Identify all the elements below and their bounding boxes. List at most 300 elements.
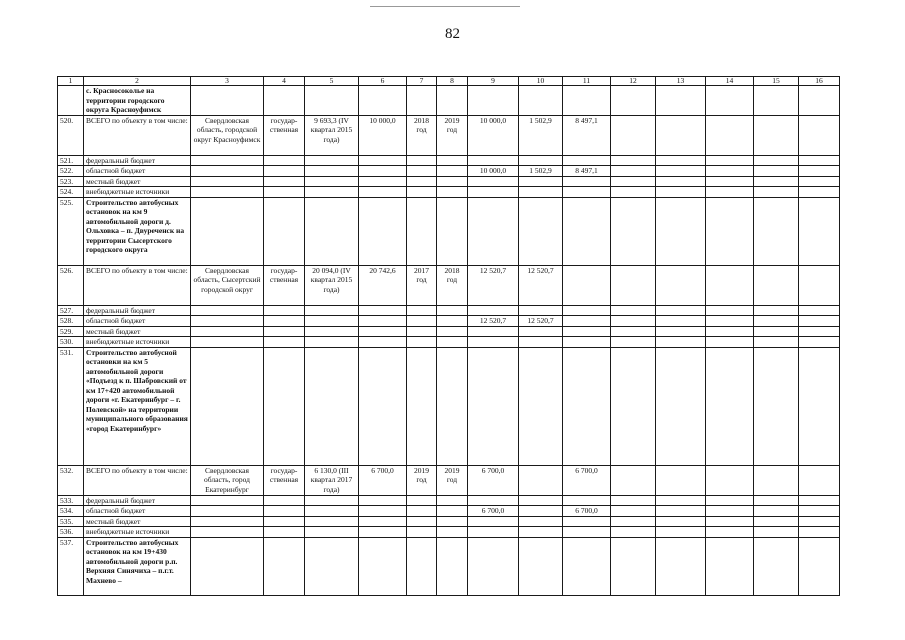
table-cell — [754, 265, 799, 305]
table-cell — [563, 197, 611, 265]
header-cell-10: 10 — [519, 77, 563, 86]
row-number-cell: 528. — [58, 316, 84, 327]
table-cell: 8 497,1 — [563, 115, 611, 155]
row-number-cell: 527. — [58, 305, 84, 316]
table-cell — [799, 305, 840, 316]
table-cell — [407, 337, 437, 348]
table-row — [58, 155, 840, 166]
table-cell — [563, 86, 611, 116]
table-cell — [191, 347, 264, 465]
table-cell: 6 700,0 — [359, 465, 407, 495]
table-cell — [754, 516, 799, 527]
table-cell — [519, 516, 563, 527]
item-name-cell: федеральный бюджет — [84, 305, 191, 316]
table-cell: 6 700,0 — [468, 506, 519, 517]
row-number-cell: 536. — [58, 527, 84, 538]
table-cell — [563, 527, 611, 538]
table-cell — [754, 86, 799, 116]
table-cell — [563, 347, 611, 465]
table-cell — [468, 305, 519, 316]
table-cell — [468, 537, 519, 595]
header-cell-4: 4 — [264, 77, 305, 86]
header-cell-8: 8 — [437, 77, 468, 86]
table-cell — [706, 465, 754, 495]
table-cell — [305, 305, 359, 316]
item-name-cell: федеральный бюджет — [84, 155, 191, 166]
table-cell — [191, 326, 264, 337]
table-cell — [799, 506, 840, 517]
table-cell — [656, 516, 706, 527]
table-cell — [519, 326, 563, 337]
table-cell — [754, 506, 799, 517]
table-cell — [799, 176, 840, 187]
table-row — [58, 527, 840, 538]
item-name-cell: местный бюджет — [84, 176, 191, 187]
table-cell: 1 502,9 — [519, 115, 563, 155]
table-cell — [611, 516, 656, 527]
table-cell — [519, 465, 563, 495]
table-cell — [468, 155, 519, 166]
table-cell — [437, 86, 468, 116]
table-cell — [611, 537, 656, 595]
table-cell — [754, 176, 799, 187]
table-cell — [359, 305, 407, 316]
table-cell: 10 000,0 — [468, 166, 519, 177]
table-cell — [706, 265, 754, 305]
table-cell: государ-ственная — [264, 465, 305, 495]
table-cell — [519, 155, 563, 166]
table-cell — [754, 337, 799, 348]
table-cell — [359, 347, 407, 465]
table-cell — [656, 187, 706, 198]
row-number-cell: 534. — [58, 506, 84, 517]
table-cell — [437, 347, 468, 465]
table-cell — [656, 527, 706, 538]
header-cell-3: 3 — [191, 77, 264, 86]
table-cell — [611, 115, 656, 155]
row-number-cell: 537. — [58, 537, 84, 595]
row-number-cell: 532. — [58, 465, 84, 495]
table-cell — [191, 166, 264, 177]
table-cell — [468, 347, 519, 465]
table-cell — [407, 495, 437, 506]
table-cell: 1 502,9 — [519, 166, 563, 177]
table-cell — [754, 537, 799, 595]
item-name-cell: Строительство автобусных остановок на км 9 автомобильной дороги д. Ольховка – п. Двуреченск на территории Сысертского городского округа — [84, 197, 191, 265]
table-cell — [656, 176, 706, 187]
table-cell — [305, 155, 359, 166]
table-row — [58, 537, 840, 595]
table-cell — [611, 316, 656, 327]
table-cell — [656, 347, 706, 465]
table-cell — [264, 155, 305, 166]
table-cell — [407, 176, 437, 187]
table-cell — [754, 347, 799, 465]
table-cell — [611, 527, 656, 538]
table-cell — [407, 516, 437, 527]
table-cell — [611, 326, 656, 337]
table-cell — [264, 197, 305, 265]
table-cell — [191, 516, 264, 527]
row-number-cell: 529. — [58, 326, 84, 337]
table-row — [58, 347, 840, 465]
table-cell — [799, 537, 840, 595]
table-cell — [563, 155, 611, 166]
table-cell — [191, 86, 264, 116]
table-cell — [706, 197, 754, 265]
table-cell — [563, 495, 611, 506]
item-name-cell: Строительство автобусных остановок на км 19+430 автомобильной дороги р.п. Верхняя Синячиха – п.г.т. Махнево – — [84, 537, 191, 595]
table-row — [58, 516, 840, 527]
table-cell — [437, 155, 468, 166]
row-number-cell: 531. — [58, 347, 84, 465]
table-cell — [264, 506, 305, 517]
table-cell — [754, 316, 799, 327]
table-cell — [754, 197, 799, 265]
table-cell — [437, 316, 468, 327]
table-cell — [706, 176, 754, 187]
table-cell — [656, 537, 706, 595]
table-cell — [468, 337, 519, 348]
table-row — [58, 115, 840, 155]
table-row — [58, 495, 840, 506]
table-cell — [563, 305, 611, 316]
table-cell — [519, 187, 563, 198]
table-cell — [305, 187, 359, 198]
table-cell: Свердловская область, городской округ Красноуфимск — [191, 115, 264, 155]
table-cell — [754, 166, 799, 177]
table-cell — [264, 86, 305, 116]
row-number-cell: 524. — [58, 187, 84, 198]
table-cell — [191, 197, 264, 265]
table-cell — [359, 166, 407, 177]
scan-edge-line — [370, 6, 520, 7]
table-cell — [407, 155, 437, 166]
table-cell — [407, 305, 437, 316]
table-cell — [437, 305, 468, 316]
table-cell — [611, 506, 656, 517]
row-number-cell — [58, 86, 84, 116]
table-cell — [407, 537, 437, 595]
table-cell — [359, 537, 407, 595]
header-cell-11: 11 — [563, 77, 611, 86]
table-cell — [563, 176, 611, 187]
table-cell — [407, 326, 437, 337]
item-name-cell: с. Красносокольe на территории городского округа Красноуфимск — [84, 86, 191, 116]
table-cell — [359, 176, 407, 187]
table-cell — [706, 527, 754, 538]
table-row — [58, 326, 840, 337]
table-cell — [563, 265, 611, 305]
table-cell — [754, 527, 799, 538]
table-cell — [656, 86, 706, 116]
row-number-cell: 533. — [58, 495, 84, 506]
table-cell — [305, 176, 359, 187]
table-cell — [468, 197, 519, 265]
table-cell — [611, 337, 656, 348]
table-cell — [437, 326, 468, 337]
table-cell — [359, 155, 407, 166]
table-cell — [437, 187, 468, 198]
row-number-cell: 522. — [58, 166, 84, 177]
item-name-cell: ВСЕГО по объекту в том числе: — [84, 115, 191, 155]
header-cell-16: 16 — [799, 77, 840, 86]
table-cell — [191, 155, 264, 166]
table-cell — [799, 86, 840, 116]
table-cell — [437, 197, 468, 265]
table-cell — [437, 495, 468, 506]
table-cell: государ-ственная — [264, 115, 305, 155]
table-cell — [407, 166, 437, 177]
row-number-cell: 530. — [58, 337, 84, 348]
table-cell — [359, 506, 407, 517]
table-cell — [305, 516, 359, 527]
page-number: 82 — [445, 26, 460, 42]
table-cell — [563, 537, 611, 595]
table-cell — [407, 506, 437, 517]
table-cell — [706, 347, 754, 465]
table-cell — [799, 337, 840, 348]
table-cell: 6 130,0 (III квартал 2017 года) — [305, 465, 359, 495]
table-cell — [305, 347, 359, 465]
table-cell — [611, 197, 656, 265]
table-cell — [706, 506, 754, 517]
table-cell — [264, 337, 305, 348]
row-number-cell: 535. — [58, 516, 84, 527]
table-cell — [407, 316, 437, 327]
table-cell — [799, 155, 840, 166]
table-cell — [305, 316, 359, 327]
table-cell — [437, 176, 468, 187]
table-cell — [264, 187, 305, 198]
table-cell: 2017 год — [407, 265, 437, 305]
table-cell — [656, 316, 706, 327]
table-row — [58, 187, 840, 198]
table-cell — [656, 155, 706, 166]
table-cell: 2018 год — [407, 115, 437, 155]
table-cell — [519, 347, 563, 465]
table-cell — [191, 527, 264, 538]
table-cell — [799, 197, 840, 265]
table-cell — [305, 506, 359, 517]
table-cell — [468, 495, 519, 506]
table-cell — [611, 265, 656, 305]
table-cell — [191, 506, 264, 517]
table-cell — [799, 326, 840, 337]
table-cell — [468, 187, 519, 198]
table-cell — [656, 166, 706, 177]
item-name-cell: Строительство автобусной остановки на км 5 автомобильной дороги «Подъезд к п. Шабровский от км 17+420 автомобильной дороги «г. Екатеринбург – г. Полевской» на территории муниципального образования «город Екатеринбург» — [84, 347, 191, 465]
table-cell — [611, 166, 656, 177]
table-cell — [191, 187, 264, 198]
table-cell — [799, 166, 840, 177]
item-name-cell: ВСЕГО по объекту в том числе: — [84, 465, 191, 495]
table-cell — [359, 316, 407, 327]
table-cell: 6 700,0 — [563, 465, 611, 495]
table-cell — [563, 187, 611, 198]
table-cell: 10 000,0 — [359, 115, 407, 155]
table-cell — [656, 495, 706, 506]
table-cell — [468, 516, 519, 527]
table-cell — [407, 187, 437, 198]
table-cell — [799, 516, 840, 527]
table-cell — [264, 326, 305, 337]
table-cell — [706, 316, 754, 327]
table-cell — [799, 465, 840, 495]
table-cell: 9 693,3 (IV квартал 2015 года) — [305, 115, 359, 155]
table-row — [58, 506, 840, 517]
table-row — [58, 197, 840, 265]
table-cell — [437, 527, 468, 538]
table-cell — [264, 347, 305, 465]
table-cell — [706, 516, 754, 527]
table-cell — [264, 305, 305, 316]
header-cell-14: 14 — [706, 77, 754, 86]
table-cell — [656, 197, 706, 265]
table-cell — [407, 347, 437, 465]
table-cell — [706, 86, 754, 116]
table-row — [58, 337, 840, 348]
header-cell-5: 5 — [305, 77, 359, 86]
table-cell — [359, 516, 407, 527]
table-cell — [563, 337, 611, 348]
table-cell — [359, 197, 407, 265]
table-cell — [611, 187, 656, 198]
table-cell — [706, 495, 754, 506]
table-cell — [359, 337, 407, 348]
table-cell — [519, 337, 563, 348]
table-cell — [799, 316, 840, 327]
item-name-cell: местный бюджет — [84, 516, 191, 527]
table-cell — [754, 305, 799, 316]
table-cell: 8 497,1 — [563, 166, 611, 177]
row-number-cell: 521. — [58, 155, 84, 166]
table-cell: Свердловская область, город Екатеринбург — [191, 465, 264, 495]
table-cell — [191, 316, 264, 327]
table-cell — [305, 197, 359, 265]
table-cell — [305, 166, 359, 177]
table-cell — [519, 305, 563, 316]
item-name-cell: областной бюджет — [84, 316, 191, 327]
table-cell — [191, 337, 264, 348]
table-cell — [563, 326, 611, 337]
table-cell: 12 520,7 — [468, 265, 519, 305]
table-cell: 2019 год — [407, 465, 437, 495]
table-cell — [264, 495, 305, 506]
item-name-cell: внебюджетные источники — [84, 527, 191, 538]
table-cell — [611, 305, 656, 316]
table-cell — [611, 495, 656, 506]
table-cell — [519, 86, 563, 116]
table-cell: 20 742,6 — [359, 265, 407, 305]
table-cell — [359, 326, 407, 337]
table-cell — [468, 176, 519, 187]
table-cell — [437, 506, 468, 517]
item-name-cell: ВСЕГО по объекту в том числе: — [84, 265, 191, 305]
table-cell: 6 700,0 — [563, 506, 611, 517]
table-cell — [359, 86, 407, 116]
table-cell — [359, 495, 407, 506]
table-cell — [799, 495, 840, 506]
table-cell — [407, 527, 437, 538]
table-cell: государ-ственная — [264, 265, 305, 305]
header-cell-2: 2 — [84, 77, 191, 86]
header-cell-12: 12 — [611, 77, 656, 86]
table-row — [58, 176, 840, 187]
table-cell — [706, 305, 754, 316]
table-cell — [754, 187, 799, 198]
row-number-cell: 526. — [58, 265, 84, 305]
table-cell — [305, 86, 359, 116]
table-row — [58, 265, 840, 305]
table-row — [58, 166, 840, 177]
table-cell — [305, 537, 359, 595]
table-cell — [437, 537, 468, 595]
table-cell — [305, 326, 359, 337]
table-cell — [264, 527, 305, 538]
table-cell — [611, 176, 656, 187]
header-cell-9: 9 — [468, 77, 519, 86]
item-name-cell: местный бюджет — [84, 326, 191, 337]
table-cell — [799, 187, 840, 198]
header-cell-7: 7 — [407, 77, 437, 86]
table-cell — [656, 265, 706, 305]
table-cell — [656, 115, 706, 155]
header-cell-13: 13 — [656, 77, 706, 86]
table-cell — [611, 155, 656, 166]
table-cell: 2018 год — [437, 265, 468, 305]
table-cell — [437, 166, 468, 177]
table-cell: Свердловская область, Сысертский городской округ — [191, 265, 264, 305]
header-cell-15: 15 — [754, 77, 799, 86]
table-cell — [611, 465, 656, 495]
table-cell — [706, 326, 754, 337]
table-cell: 12 520,7 — [519, 316, 563, 327]
table-cell — [407, 197, 437, 265]
table-cell — [754, 155, 799, 166]
table-cell — [656, 337, 706, 348]
table-cell — [611, 86, 656, 116]
header-cell-1: 1 — [58, 77, 84, 86]
table-cell — [799, 115, 840, 155]
table-cell — [519, 506, 563, 517]
table-cell: 12 520,7 — [519, 265, 563, 305]
table-cell — [799, 265, 840, 305]
table-cell — [468, 86, 519, 116]
table-cell — [191, 305, 264, 316]
item-name-cell: внебюджетные источники — [84, 187, 191, 198]
table-cell — [563, 316, 611, 327]
table-cell — [519, 197, 563, 265]
table-cell — [468, 527, 519, 538]
table-cell — [264, 176, 305, 187]
table-body — [58, 77, 840, 596]
table-cell — [706, 166, 754, 177]
table-cell — [191, 176, 264, 187]
table-cell — [706, 155, 754, 166]
table-cell — [191, 537, 264, 595]
item-name-cell: внебюджетные источники — [84, 337, 191, 348]
table-cell — [706, 337, 754, 348]
header-row — [58, 77, 840, 86]
table-cell — [264, 166, 305, 177]
table-cell — [611, 347, 656, 465]
table-cell — [519, 527, 563, 538]
table-cell — [468, 326, 519, 337]
table-cell — [754, 115, 799, 155]
table-cell — [799, 347, 840, 465]
table-cell: 20 094,0 (IV квартал 2015 года) — [305, 265, 359, 305]
